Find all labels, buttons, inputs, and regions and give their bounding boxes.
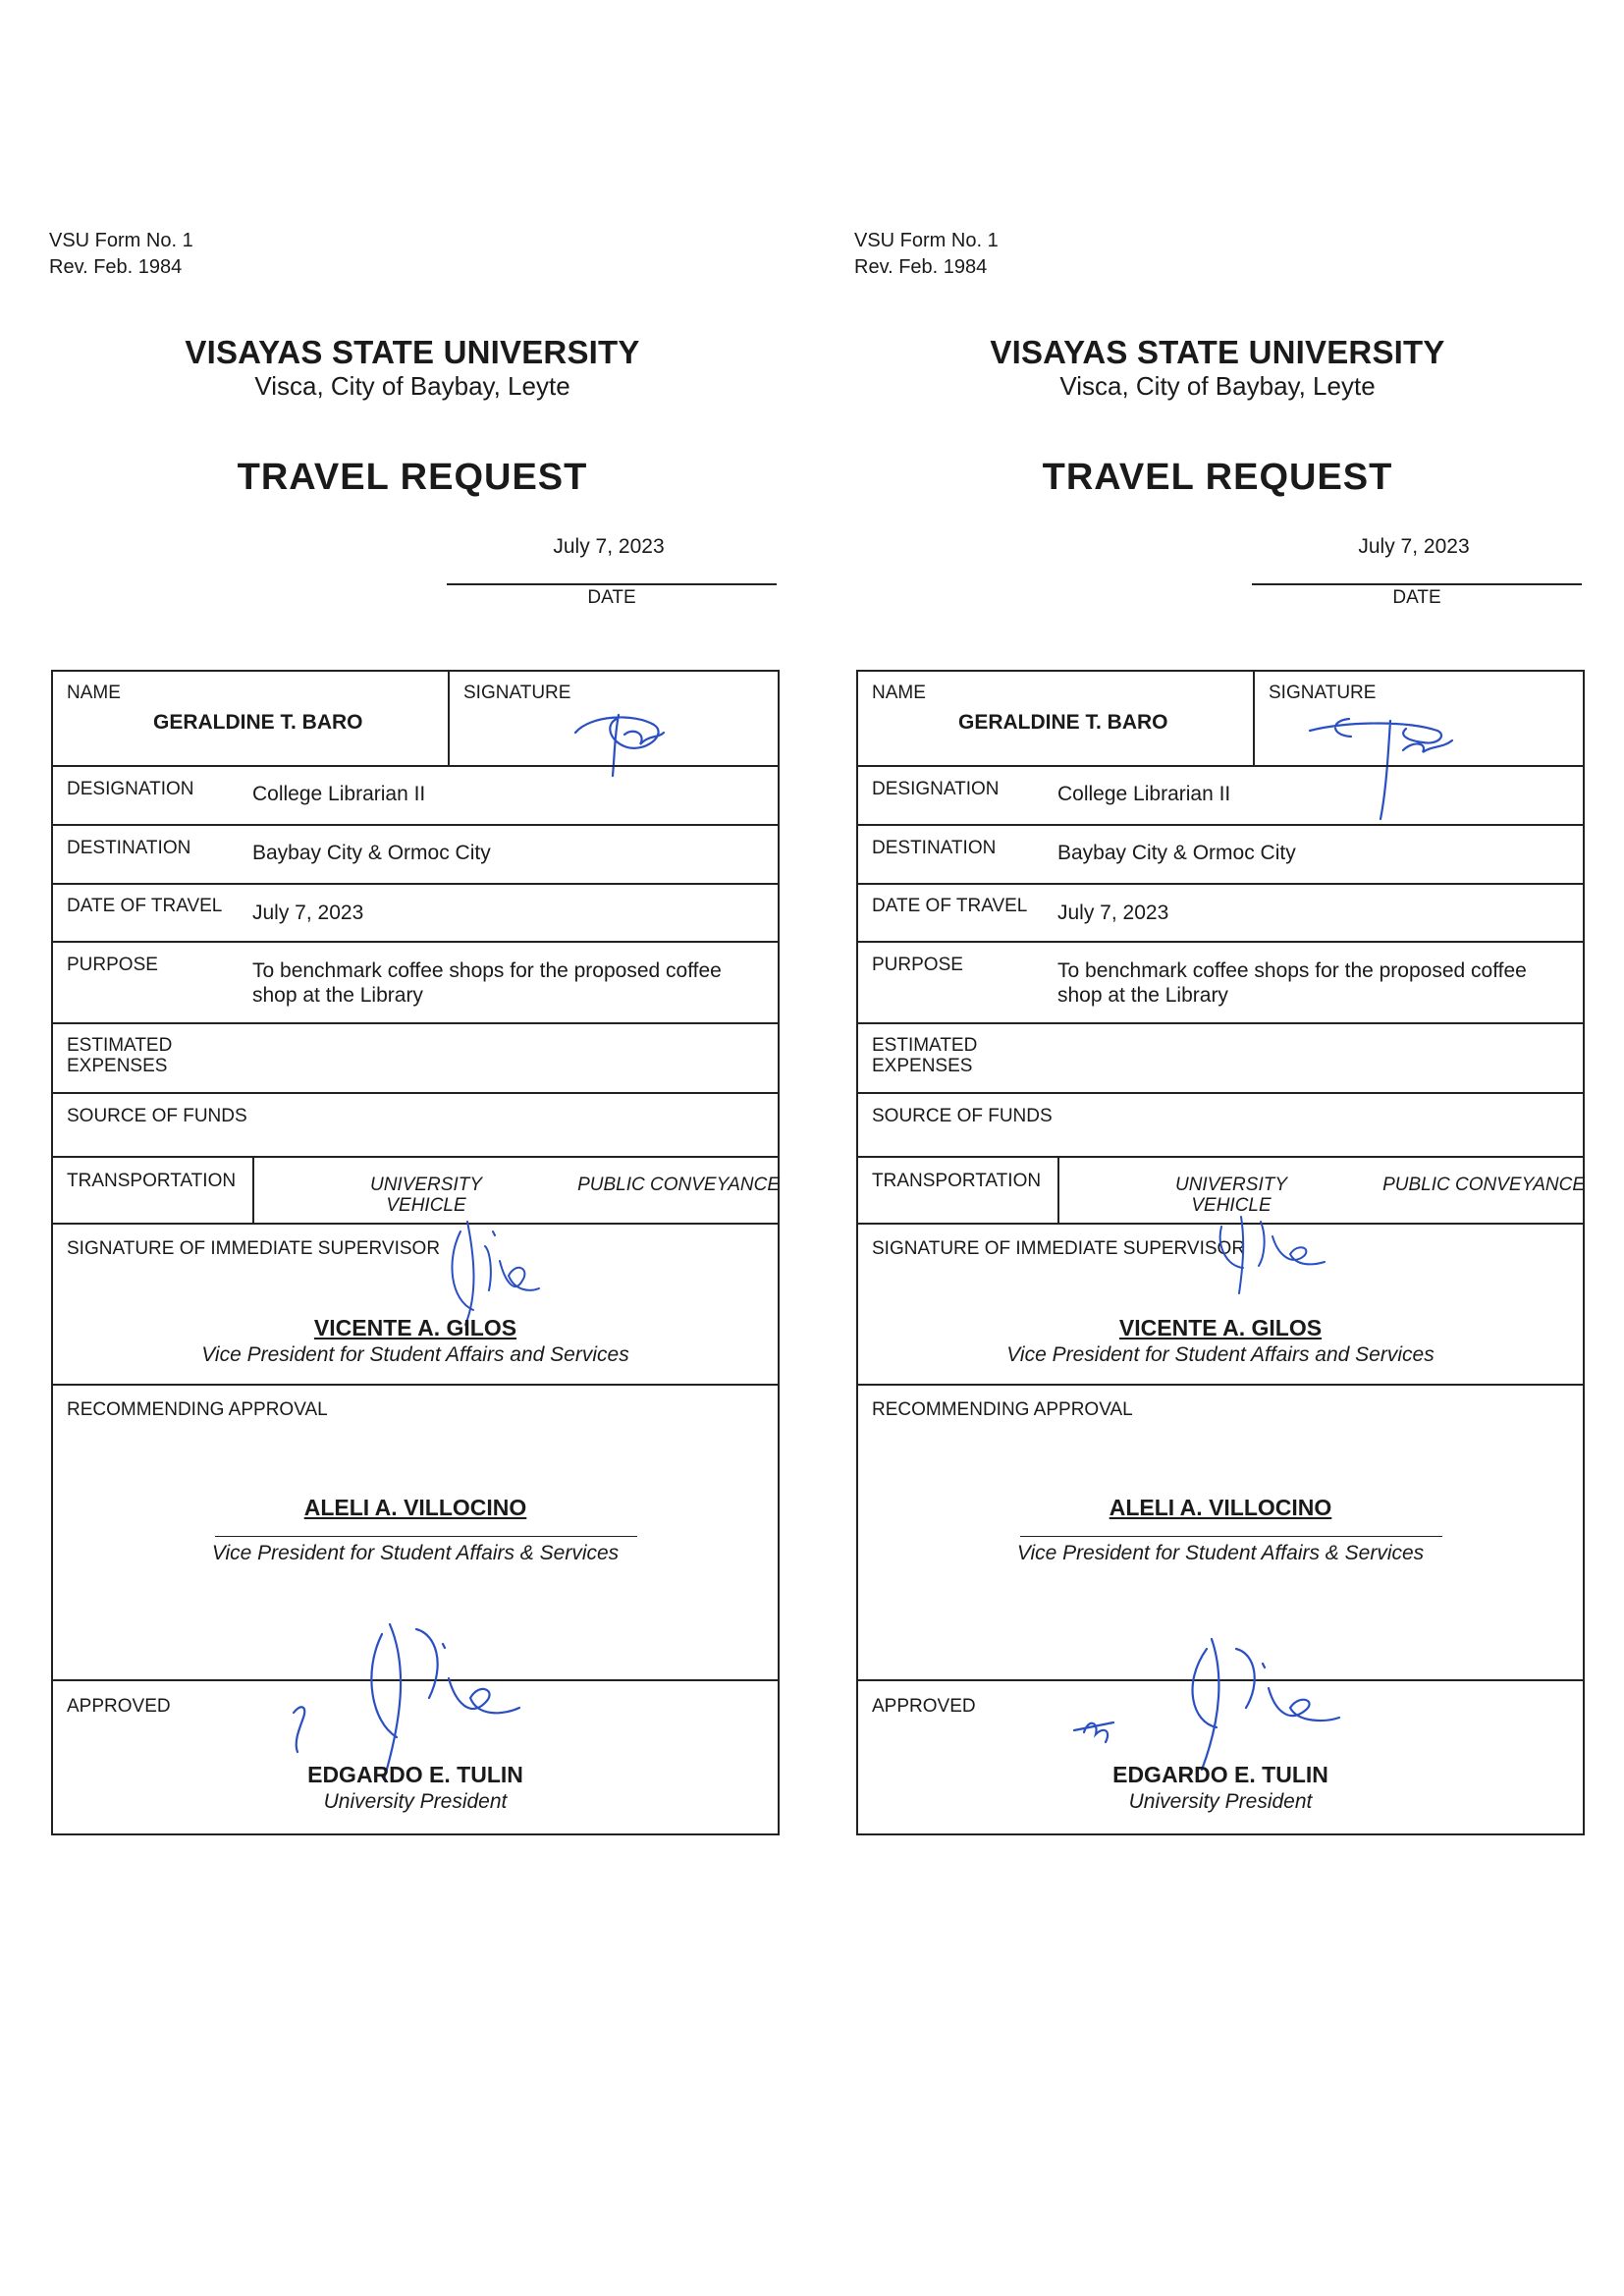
supervisor-signature-label: SIGNATURE OF IMMEDIATE SUPERVISOR xyxy=(872,1238,1246,1259)
transport-option-1-line-1: UNIVERSITY xyxy=(369,1175,483,1195)
date-of-travel-value: July 7, 2023 xyxy=(1057,902,1169,924)
request-date-label: DATE xyxy=(1392,587,1441,608)
transport-option-1-line-2: VEHICLE xyxy=(1191,1195,1272,1216)
approver-name: EDGARDO E. TULIN xyxy=(1112,1762,1328,1787)
recommender-name: ALELI A. VILLOCINO xyxy=(303,1495,527,1520)
request-table xyxy=(856,670,1585,1835)
date-underline xyxy=(447,583,777,585)
source-of-funds-label: SOURCE OF FUNDS xyxy=(67,1106,247,1126)
row-divider xyxy=(53,765,778,767)
estimated-expenses-label-line-2: EXPENSES xyxy=(67,1056,168,1076)
recommender-role: Vice President for Student Affairs & Services xyxy=(1016,1542,1425,1564)
travel-request-form-copy-1 xyxy=(0,0,785,2296)
estimated-expenses-label-line-2: EXPENSES xyxy=(872,1056,973,1076)
row-divider xyxy=(53,1223,778,1225)
requester-signature-icon xyxy=(556,705,683,784)
name-signature-divider xyxy=(448,672,450,765)
row-divider xyxy=(858,824,1583,826)
transportation-divider xyxy=(252,1156,254,1223)
signature-label: SIGNATURE xyxy=(463,683,571,703)
supervisor-name: VICENTE A. GILOS xyxy=(1118,1315,1323,1340)
university-address: Visca, City of Baybay, Leyte xyxy=(1059,371,1376,401)
purpose-label: PURPOSE xyxy=(872,955,963,975)
transport-option-university-vehicle xyxy=(1133,1175,1329,1216)
row-divider xyxy=(858,1223,1583,1225)
travel-request-form-copy-2 xyxy=(805,0,1591,2296)
recommender-signature-line xyxy=(215,1536,637,1537)
requester-name: GERALDINE T. BARO xyxy=(153,711,363,734)
estimated-expenses-label xyxy=(67,1035,172,1076)
row-divider xyxy=(858,1022,1583,1024)
row-divider xyxy=(53,1384,778,1386)
destination-label: DESTINATION xyxy=(67,838,191,858)
destination-value: Baybay City & Ormoc City xyxy=(1057,842,1296,864)
request-table xyxy=(51,670,780,1835)
transport-option-1-line-1: UNIVERSITY xyxy=(1174,1175,1288,1195)
row-divider xyxy=(53,1679,778,1681)
estimated-expenses-label-line-1: ESTIMATED xyxy=(872,1035,978,1056)
transport-option-public-conveyance: PUBLIC CONVEYANCE xyxy=(1382,1175,1585,1195)
form-number: VSU Form No. 1 xyxy=(49,230,193,251)
date-of-travel-value: July 7, 2023 xyxy=(252,902,364,924)
estimated-expenses-label-line-1: ESTIMATED xyxy=(67,1035,173,1056)
signature-label: SIGNATURE xyxy=(1269,683,1377,703)
row-divider xyxy=(858,1384,1583,1386)
supervisor-role: Vice President for Student Affairs and Services xyxy=(1006,1343,1435,1366)
date-underline xyxy=(1252,583,1582,585)
form-revision: Rev. Feb. 1984 xyxy=(49,256,183,278)
purpose-label: PURPOSE xyxy=(67,955,158,975)
date-of-travel-label: DATE OF TRAVEL xyxy=(67,896,223,916)
approver-role: University President xyxy=(323,1790,508,1813)
purpose-value-line-1: To benchmark coffee shops for the proposed coffee xyxy=(252,959,722,982)
designation-value: College Librarian II xyxy=(252,783,426,805)
supervisor-signature-icon xyxy=(406,1202,554,1330)
designation-label: DESIGNATION xyxy=(67,779,194,799)
row-divider xyxy=(53,1092,778,1094)
purpose-value-line-1: To benchmark coffee shops for the proposed coffee xyxy=(1057,959,1527,982)
requester-name: GERALDINE T. BARO xyxy=(958,711,1168,734)
name-label: NAME xyxy=(872,683,926,703)
row-divider xyxy=(53,941,778,943)
row-divider xyxy=(858,1092,1583,1094)
estimated-expenses-label xyxy=(872,1035,977,1076)
purpose-value-line-2: shop at the Library xyxy=(252,984,423,1007)
row-divider xyxy=(53,1156,778,1158)
name-signature-divider xyxy=(1253,672,1255,765)
row-divider xyxy=(858,941,1583,943)
request-date-value: July 7, 2023 xyxy=(553,535,665,558)
transportation-divider xyxy=(1057,1156,1059,1223)
request-date-label: DATE xyxy=(587,587,636,608)
form-title: TRAVEL REQUEST xyxy=(1042,457,1393,498)
approver-signature-icon xyxy=(274,1605,568,1781)
university-address: Visca, City of Baybay, Leyte xyxy=(254,371,570,401)
transport-option-public-conveyance: PUBLIC CONVEYANCE xyxy=(577,1175,780,1195)
row-divider xyxy=(53,883,778,885)
recommending-approval-label: RECOMMENDING APPROVAL xyxy=(67,1399,328,1420)
form-title: TRAVEL REQUEST xyxy=(237,457,588,498)
university-name: VISAYAS STATE UNIVERSITY xyxy=(990,334,1445,370)
form-number: VSU Form No. 1 xyxy=(854,230,999,251)
row-divider xyxy=(53,824,778,826)
row-divider xyxy=(858,765,1583,767)
approver-signature-icon xyxy=(1055,1624,1369,1772)
supervisor-role: Vice President for Student Affairs and Services xyxy=(201,1343,629,1366)
transport-option-university-vehicle xyxy=(328,1175,524,1216)
approver-role: University President xyxy=(1128,1790,1313,1813)
destination-label: DESTINATION xyxy=(872,838,997,858)
row-divider xyxy=(858,883,1583,885)
recommender-signature-line xyxy=(1020,1536,1442,1537)
designation-value: College Librarian II xyxy=(1057,783,1231,805)
transport-option-1-line-2: VEHICLE xyxy=(386,1195,466,1216)
source-of-funds-label: SOURCE OF FUNDS xyxy=(872,1106,1053,1126)
form-number-block xyxy=(49,228,193,281)
designation-label: DESIGNATION xyxy=(872,779,1000,799)
form-number-block xyxy=(854,228,999,281)
row-divider xyxy=(858,1156,1583,1158)
recommender-name: ALELI A. VILLOCINO xyxy=(1109,1495,1332,1520)
date-of-travel-label: DATE OF TRAVEL xyxy=(872,896,1028,916)
form-revision: Rev. Feb. 1984 xyxy=(854,256,988,278)
purpose-value-line-2: shop at the Library xyxy=(1057,984,1228,1007)
requester-signature-icon xyxy=(1290,691,1467,829)
request-date-value: July 7, 2023 xyxy=(1358,535,1470,558)
approver-name: EDGARDO E. TULIN xyxy=(307,1762,523,1787)
destination-value: Baybay City & Ormoc City xyxy=(252,842,491,864)
supervisor-name: VICENTE A. GILOS xyxy=(313,1315,517,1340)
name-label: NAME xyxy=(67,683,121,703)
transportation-label: TRANSPORTATION xyxy=(67,1171,237,1191)
approved-label: APPROVED xyxy=(872,1696,976,1717)
recommender-role: Vice President for Student Affairs & Services xyxy=(211,1542,620,1564)
recommending-approval-label: RECOMMENDING APPROVAL xyxy=(872,1399,1133,1420)
supervisor-signature-label: SIGNATURE OF IMMEDIATE SUPERVISOR xyxy=(67,1238,441,1259)
row-divider xyxy=(858,1679,1583,1681)
approved-label: APPROVED xyxy=(67,1696,171,1717)
transportation-label: TRANSPORTATION xyxy=(872,1171,1042,1191)
university-name: VISAYAS STATE UNIVERSITY xyxy=(185,334,640,370)
row-divider xyxy=(53,1022,778,1024)
